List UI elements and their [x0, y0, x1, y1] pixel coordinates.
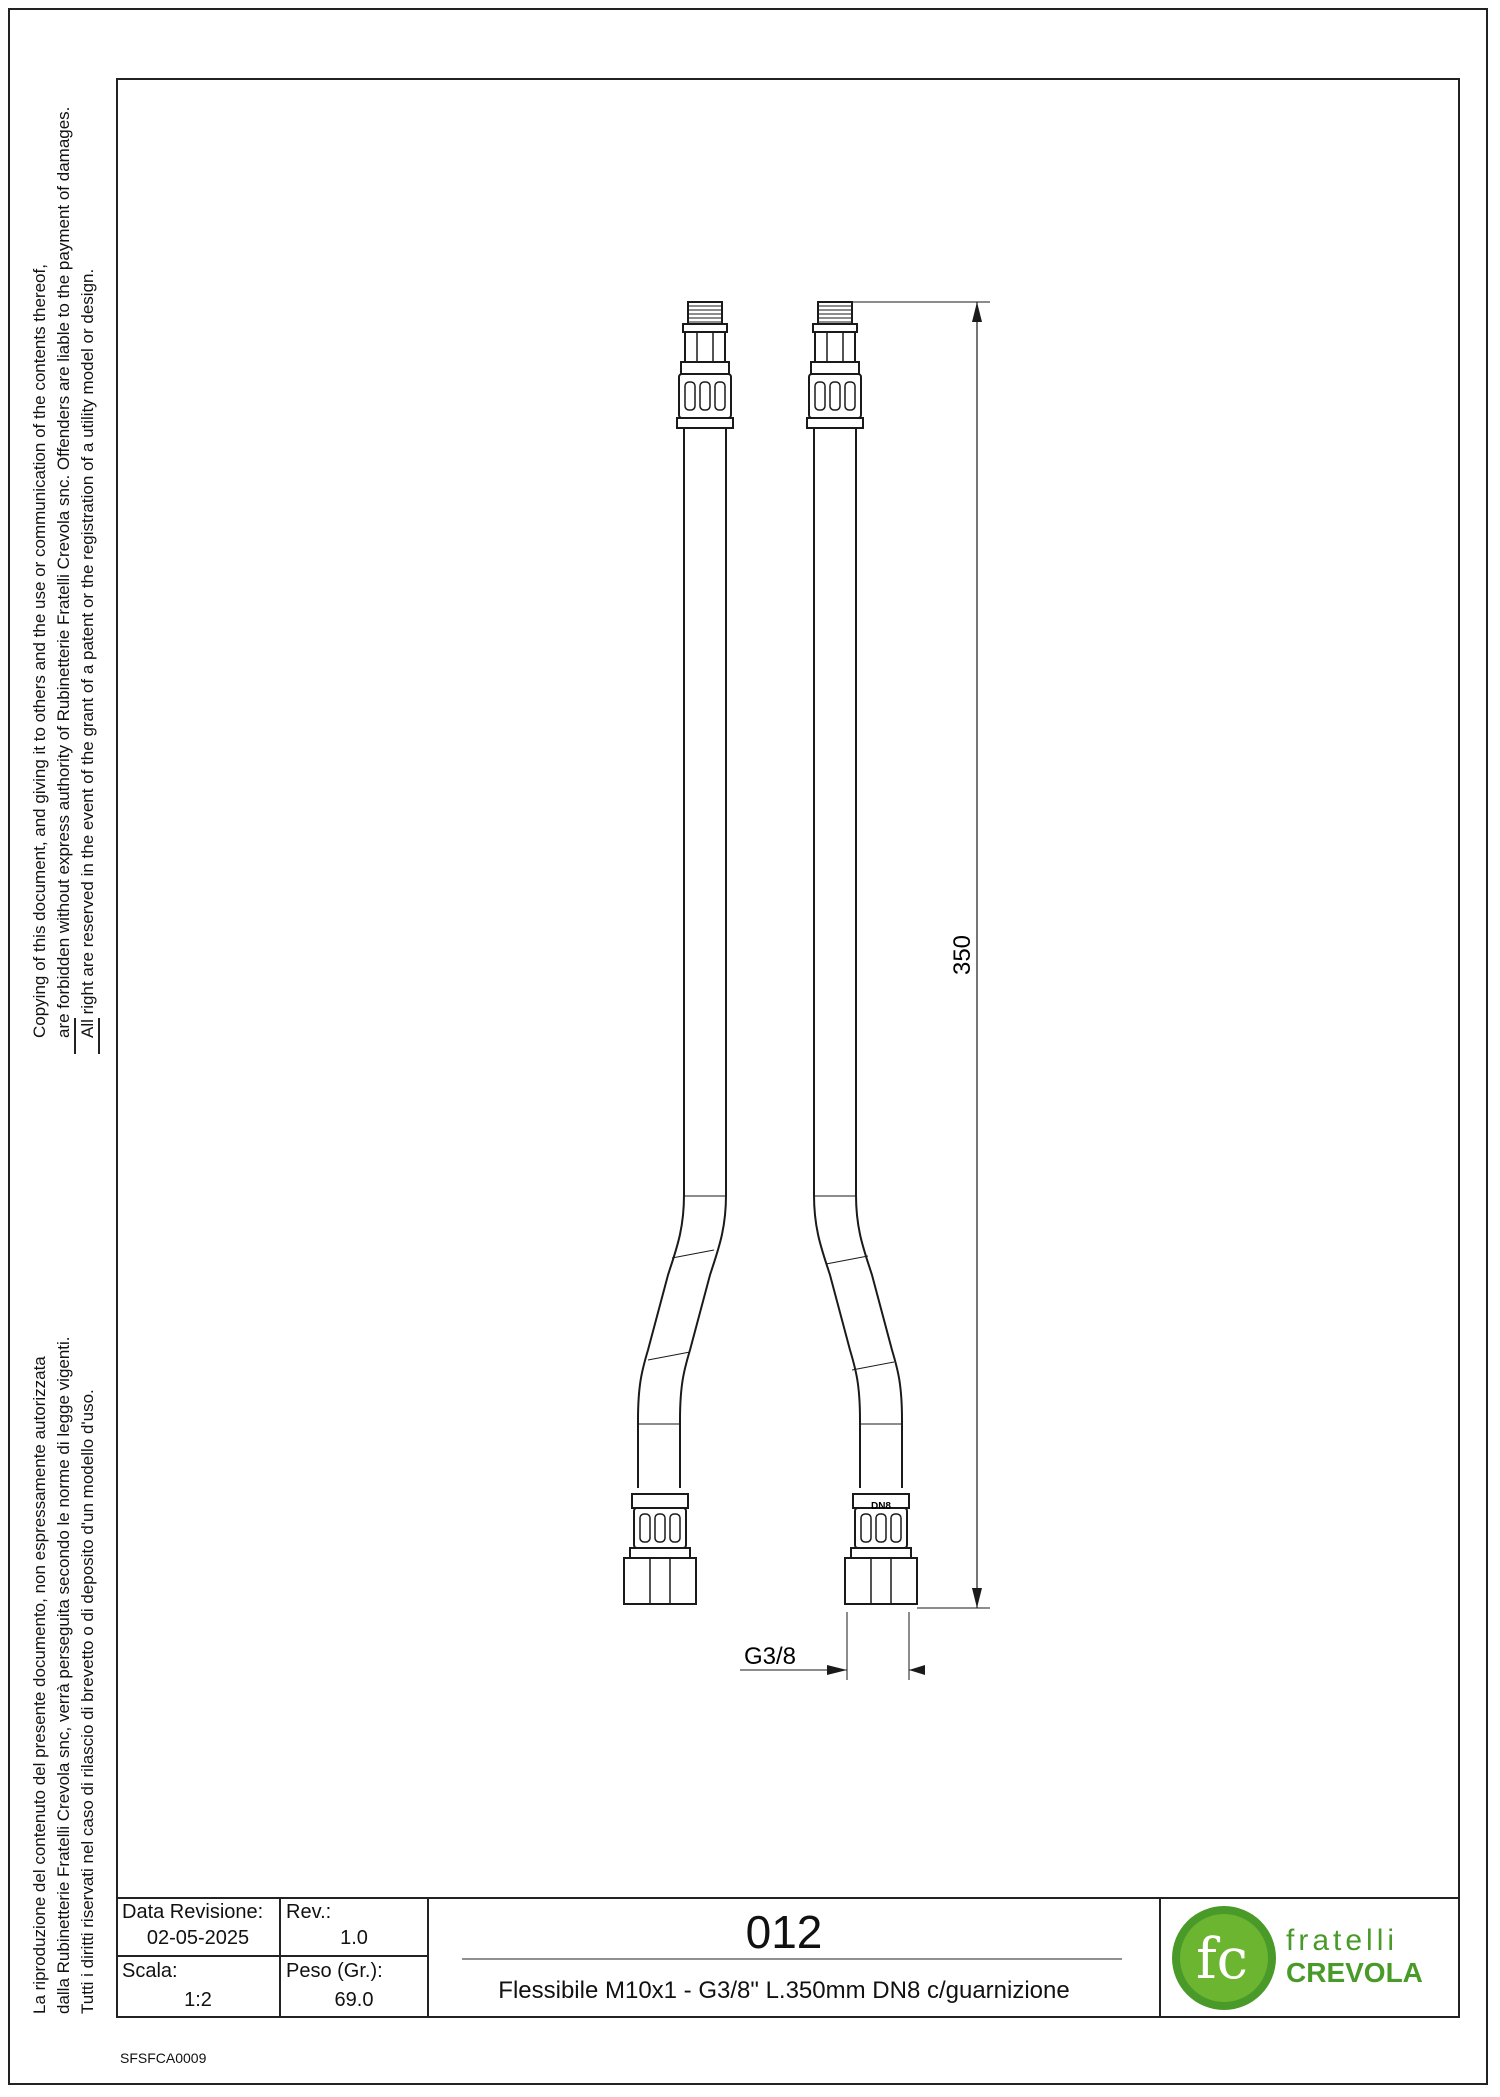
notice-line: La riproduzione del contenuto del presente documento, non espressamente autorizzata: [30, 1356, 49, 2014]
right-hose: [807, 302, 917, 1604]
revision-cell: [280, 1897, 428, 1956]
logo-text-crevola: CREVOLA: [1286, 1957, 1423, 1988]
revision-value: 1.0: [340, 1927, 368, 1949]
title-block: [116, 1897, 1460, 2018]
notice-line: dalla Rubinetterie Fratelli Crevola snc, verrà perseguita secondo le norme di legge vigenti.: [54, 1336, 73, 2014]
logo-text-fratelli: fratelli: [1286, 1924, 1399, 1957]
revision-date-cell: [116, 1897, 280, 1956]
scale-value: 1:2: [184, 1989, 212, 2011]
length-dimension-label: 350: [949, 934, 976, 976]
document-number: 012: [745, 1906, 823, 1958]
notice-line: Tutti i diritti riservati nel caso di rilascio di brevetto o di deposito d'un modello d'uso.: [78, 1389, 97, 2014]
nut-marking: DN8: [870, 1501, 892, 1512]
thread-dimension-label: G3/8: [744, 1643, 797, 1670]
revision-date-value: 02-05-2025: [146, 1927, 250, 1949]
scale-label: Scala:: [122, 1960, 178, 1982]
notice-line: Copying of this document, and giving it to others and the use or communication of the contents thereof,: [30, 264, 49, 1038]
logo-monogram: fc: [1195, 1927, 1249, 1992]
document-code: SFSFCA0009: [120, 2050, 207, 2066]
notice-line: All right are reserved in the event of the grant of a patent or the registration of a utility model or design.: [78, 268, 97, 1038]
revision-date-label: Data Revisione:: [122, 1901, 264, 1923]
weight-label: Peso (Gr.):: [286, 1960, 383, 1982]
weight-cell: [280, 1956, 428, 2018]
length-dimension: [835, 302, 990, 1608]
thread-dimension: [740, 1612, 925, 1680]
left-hose: [624, 302, 733, 1604]
document-description: Flessibile M10x1 - G3/8" L.350mm DN8 c/guarnizione: [498, 1977, 1070, 2004]
revision-label: Rev.:: [286, 1901, 332, 1923]
scale-cell: [116, 1956, 280, 2018]
weight-value: 69.0: [334, 1989, 374, 2011]
notice-line: are forbidden without express authority of Rubinetterie Fratelli Crevola snc. Offenders are liable to the payment of damages.: [54, 106, 73, 1038]
fratelli-crevola-logo: [1166, 1900, 1456, 2015]
